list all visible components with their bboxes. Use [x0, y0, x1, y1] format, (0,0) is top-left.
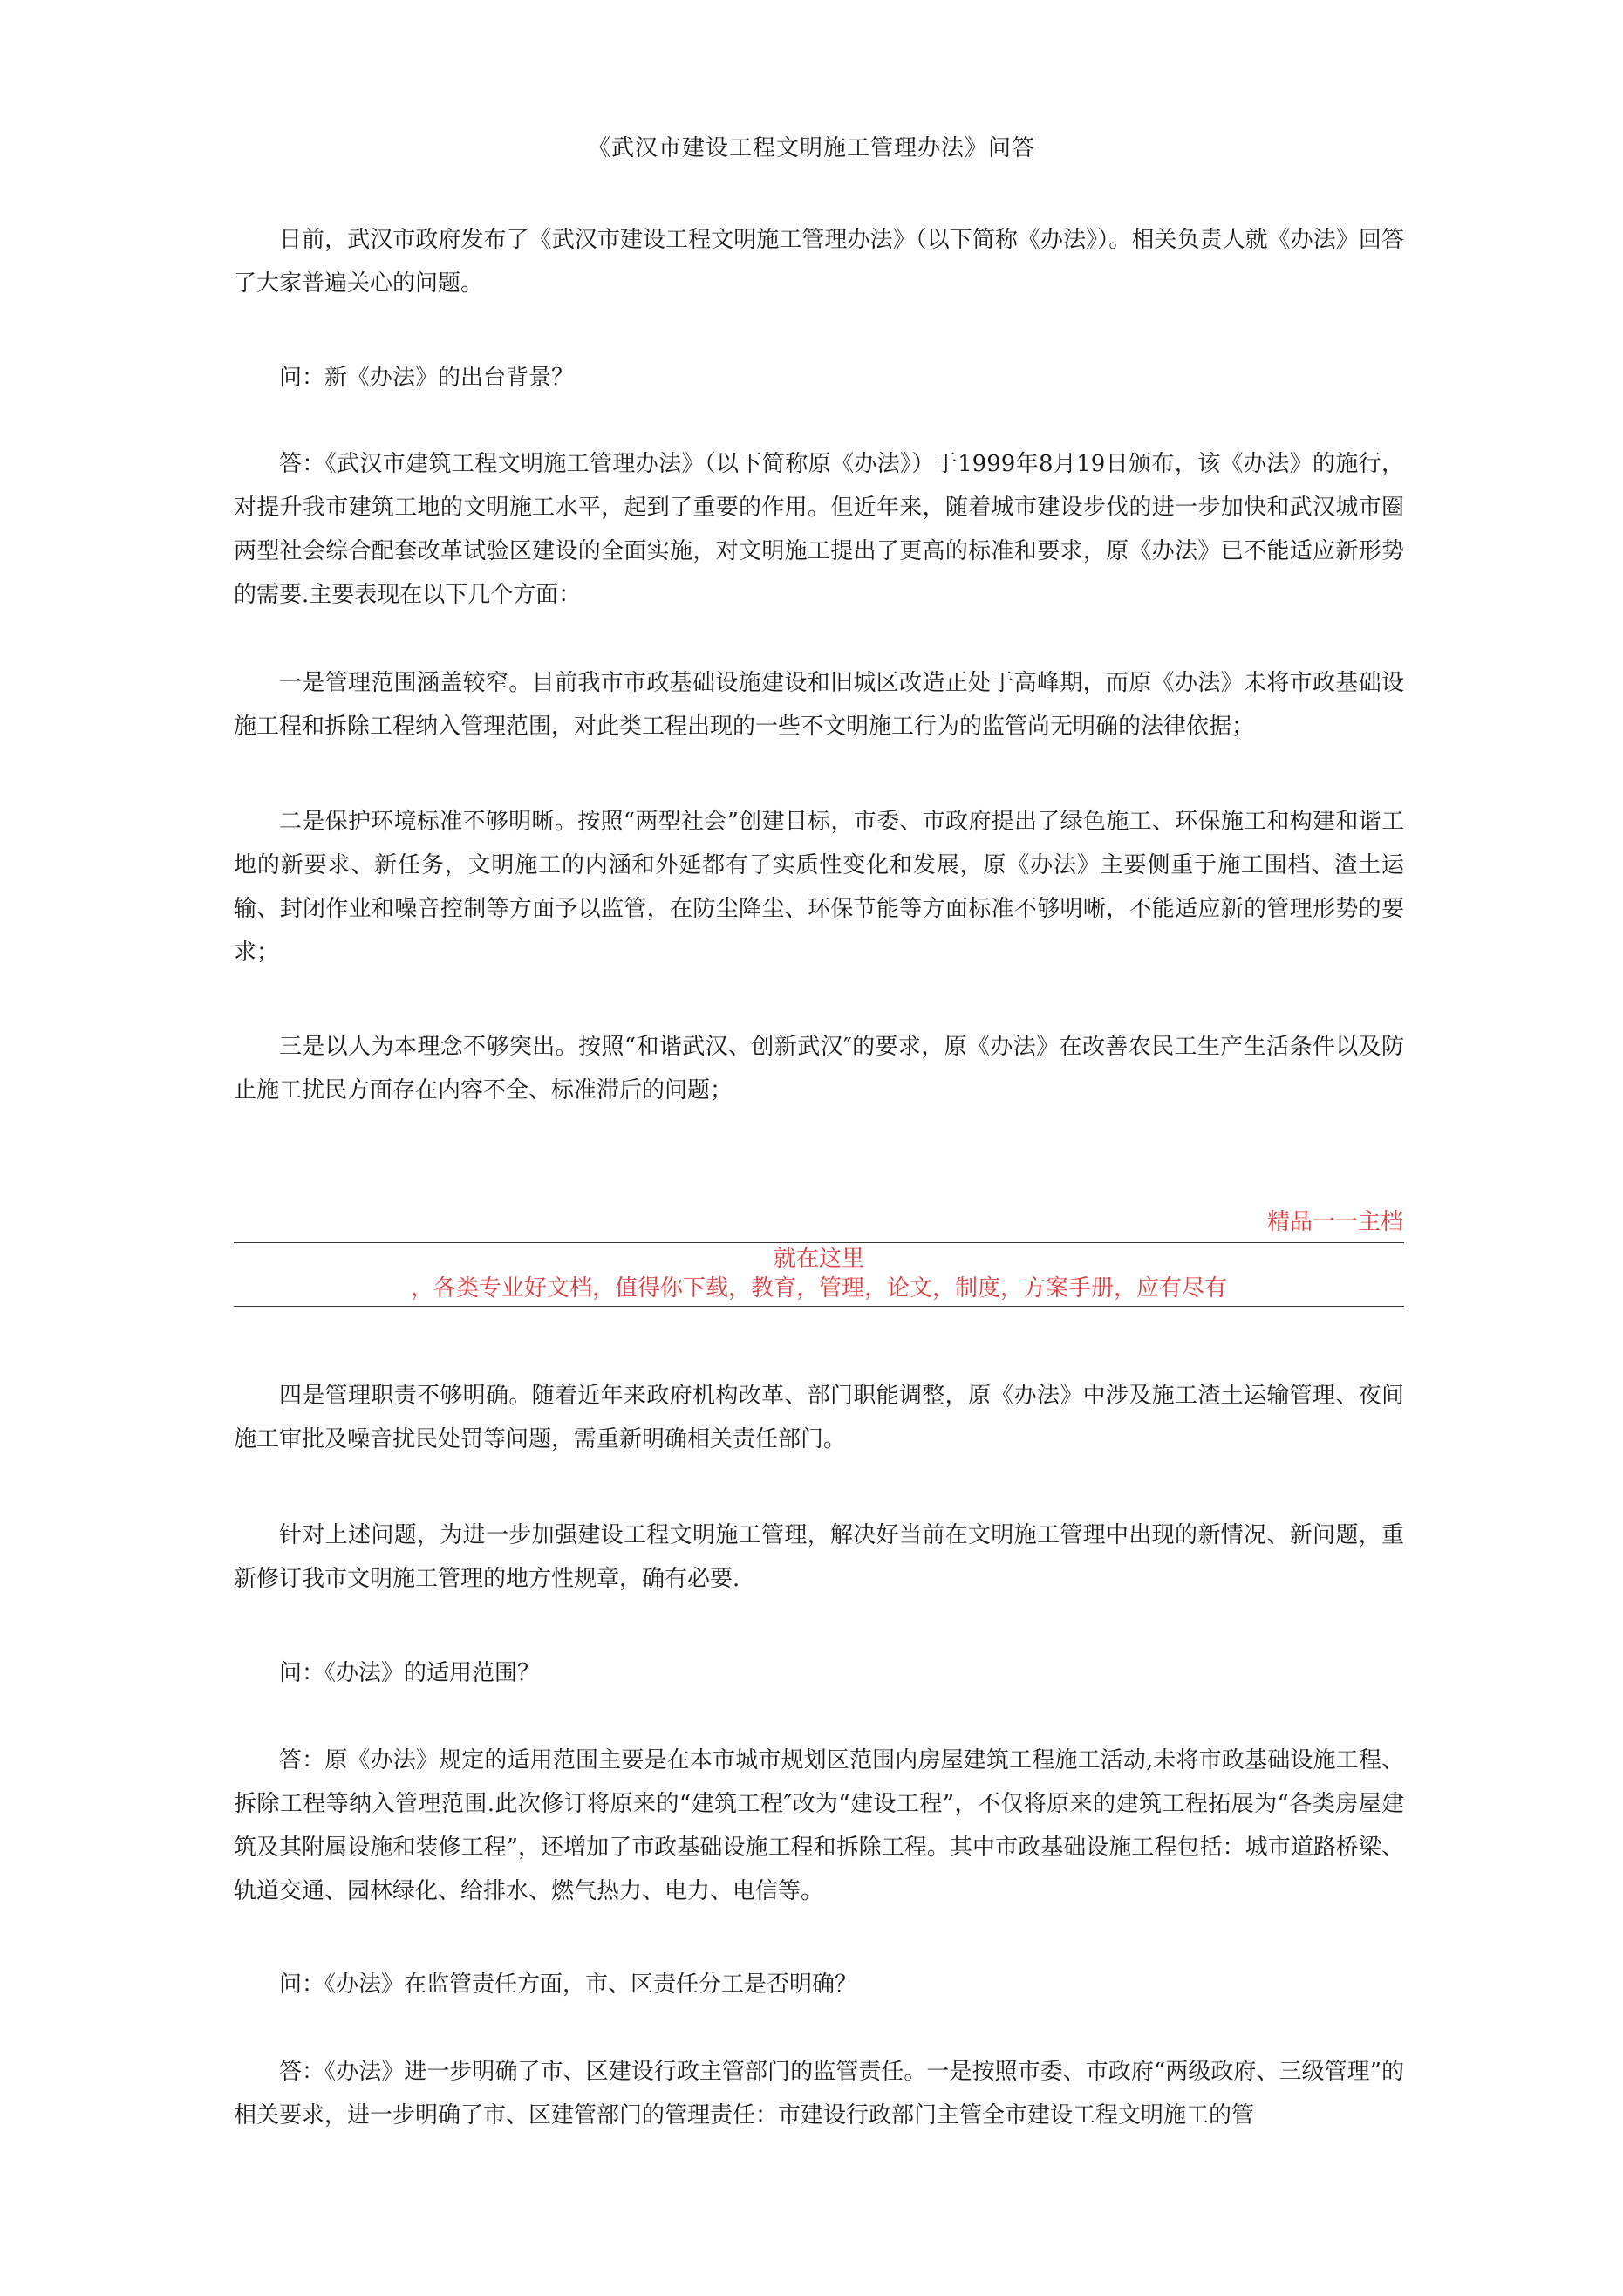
watermark-bottom-rule: [234, 1306, 1404, 1307]
watermark-header-text: 精品一一主档: [1266, 1209, 1403, 1235]
paragraph-question-background: 问：新《办法》的出台背景？: [279, 365, 575, 391]
paragraph-point-three: 三是以人为本理念不够突出。按照“和谐武汉、创新武汉″的要求，原《办法》在改善农民工生产生活条件以及防止施工扰民方面存在内容不全、标准滞后的问题；: [234, 1034, 1404, 1104]
paragraph-question-scope: 问：《办法》的适用范围？: [279, 1660, 541, 1686]
watermark-banner-line2: ，各类专业好文档，值得你下载，教育，管理，论文，制度，方案手册，应有尽有: [410, 1275, 1227, 1302]
watermark-banner-line1: 就在这里: [773, 1246, 864, 1272]
paragraph-question-responsibility: 问：《办法》在监管责任方面，市、区责任分工是否明确？: [279, 1971, 858, 1998]
document-title: 《武汉市建设工程文明施工管理办法》问答: [587, 135, 1035, 161]
paragraph-answer-responsibility: 答：《办法》进一步明确了市、区建设行政主管部门的监管责任。一是按照市委、市政府“两级政府、三级管理”的相关要求，进一步明确了市、区建管部门的管理责任：市建设行政部门主管全市建设工程文明施工的管: [234, 2059, 1404, 2129]
paragraph-point-two: 二是保护环境标准不够明晰。按照“两型社会”创建目标，市委、市政府提出了绿色施工、环保施工和构建和谐工地的新要求、新任务，文明施工的内涵和外延都有了实质性变化和发展，原《办法》主要侧重于施工围档、渣土运输、封闭作业和噪音控制等方面予以监管，在防尘降尘、环保节能等方面标准不够明晰，不能适应新的管理形势的要求；: [234, 809, 1404, 966]
watermark-top-rule: [234, 1242, 1404, 1243]
paragraph-answer-scope: 答：原《办法》规定的适用范围主要是在本市城市规划区范围内房屋建筑工程施工活动,未将市政基础设施工程、拆除工程等纳入管理范围.此次修订将原来的“建筑工程″改为“建设工程”，不仅将原来的建筑工程拓展为“各类房屋建筑及其附属设施和装修工程”，还增加了市政基础设施工程和拆除工程。其中市政基础设施工程包括：城市道路桥梁、轨道交通、园林绿化、给排水、燃气热力、电力、电信等。: [234, 1747, 1404, 1904]
paragraph-point-one: 一是管理范围涵盖较窄。目前我市市政基础设施建设和旧城区改造正处于高峰期，而原《办法》未将市政基础设施工程和拆除工程纳入管理范围，对此类工程出现的一些不文明施工行为的监管尚无明确的法律依据；: [234, 670, 1404, 740]
paragraph-answer-background: 答：《武汉市建筑工程文明施工管理办法》（以下简称原《办法》）于1999年8月19日颁布，该《办法》的施行，对提升我市建筑工地的文明施工水平，起到了重要的作用。但近年来，随着城市建设步伐的进一步加快和武汉城市圈两型社会综合配套改革试验区建设的全面实施，对文明施工提出了更高的标准和要求，原《办法》已不能适应新形势的需要.主要表现在以下几个方面：: [234, 451, 1404, 608]
paragraph-point-four: 四是管理职责不够明确。随着近年来政府机构改革、部门职能调整，原《办法》中涉及施工渣土运输管理、夜间施工审批及噪音扰民处罚等问题，需重新明确相关责任部门。: [234, 1383, 1404, 1452]
paragraph-intro: 日前，武汉市政府发布了《武汉市建设工程文明施工管理办法》（以下简称《办法》）。相关负责人就《办法》回答了大家普遍关心的问题。: [234, 227, 1404, 297]
paragraph-conclusion: 针对上述问题，为进一步加强建设工程文明施工管理，解决好当前在文明施工管理中出现的新情况、新问题，重新修订我市文明施工管理的地方性规章，确有必要.: [234, 1522, 1404, 1592]
